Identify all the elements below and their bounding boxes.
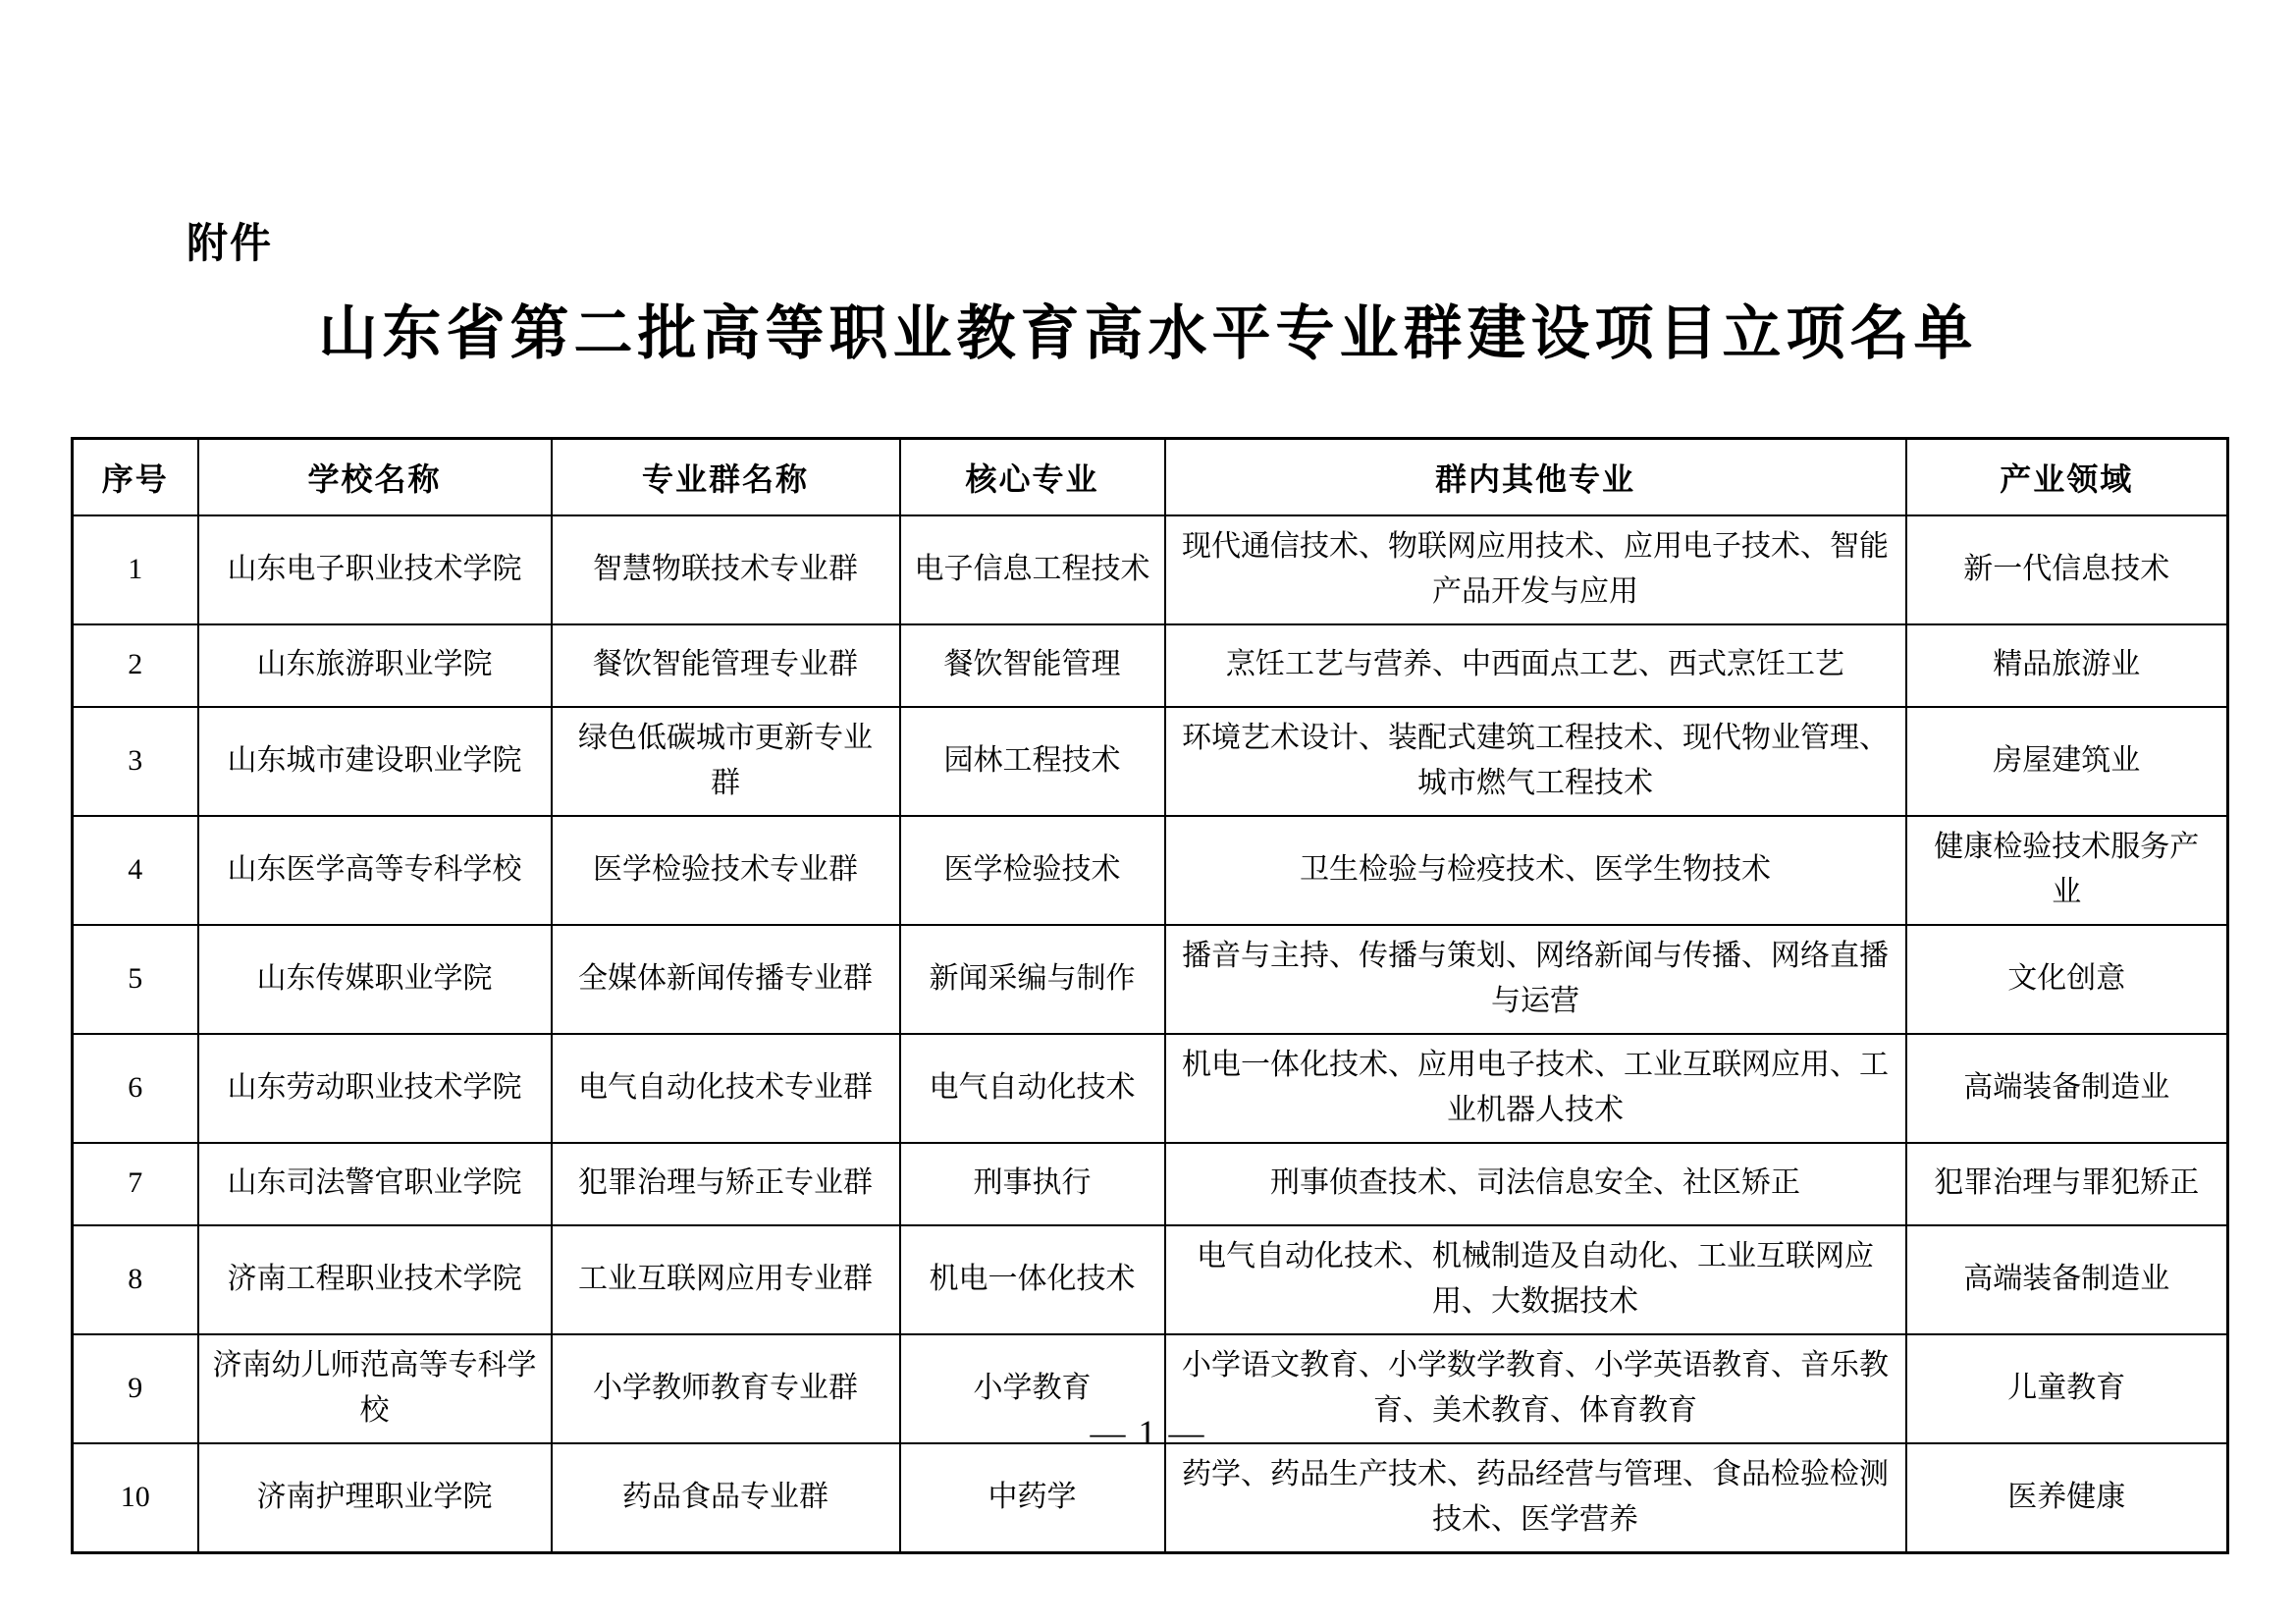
cell-group: 餐饮智能管理专业群	[552, 624, 900, 707]
cell-industry: 犯罪治理与罪犯矫正	[1906, 1143, 2228, 1225]
column-header-school: 学校名称	[198, 439, 552, 515]
table-row	[73, 1143, 2228, 1225]
column-header-no: 序号	[73, 439, 198, 515]
table-row	[73, 816, 2228, 925]
cell-core: 电子信息工程技术	[900, 515, 1165, 624]
cell-no: 9	[73, 1334, 198, 1443]
page-title: 山东省第二批高等职业教育高水平专业群建设项目立项名单	[318, 299, 1978, 368]
cell-no: 7	[73, 1143, 198, 1225]
cell-group: 小学教师教育专业群	[552, 1334, 900, 1443]
cell-others: 药学、药品生产技术、药品经营与管理、食品检验检测技术、医学营养	[1165, 1443, 1906, 1553]
table-row	[73, 1443, 2228, 1553]
cell-group: 智慧物联技术专业群	[552, 515, 900, 624]
cell-group: 犯罪治理与矫正专业群	[552, 1143, 900, 1225]
column-header-others: 群内其他专业	[1165, 439, 1906, 515]
cell-school: 济南护理职业学院	[198, 1443, 552, 1553]
cell-school: 山东司法警官职业学院	[198, 1143, 552, 1225]
cell-school: 山东劳动职业技术学院	[198, 1034, 552, 1143]
cell-group: 医学检验技术专业群	[552, 816, 900, 925]
table-body	[73, 515, 2228, 1553]
cell-core: 电气自动化技术	[900, 1034, 1165, 1143]
column-header-core: 核心专业	[900, 439, 1165, 515]
cell-school: 山东电子职业技术学院	[198, 515, 552, 624]
cell-industry: 精品旅游业	[1906, 624, 2228, 707]
table-row	[73, 1034, 2228, 1143]
column-header-group: 专业群名称	[552, 439, 900, 515]
cell-core: 小学教育	[900, 1334, 1165, 1443]
page-number: — 1 —	[1090, 1413, 1206, 1452]
cell-others: 播音与主持、传播与策划、网络新闻与传播、网络直播与运营	[1165, 925, 1906, 1034]
cell-no: 10	[73, 1443, 198, 1553]
cell-group: 绿色低碳城市更新专业群	[552, 707, 900, 816]
cell-no: 3	[73, 707, 198, 816]
cell-group: 全媒体新闻传播专业群	[552, 925, 900, 1034]
cell-core: 园林工程技术	[900, 707, 1165, 816]
cell-core: 刑事执行	[900, 1143, 1165, 1225]
cell-others: 小学语文教育、小学数学教育、小学英语教育、音乐教育、美术教育、体育教育	[1165, 1334, 1906, 1443]
cell-school: 山东医学高等专科学校	[198, 816, 552, 925]
header-row	[73, 439, 2228, 515]
table-row	[73, 1225, 2228, 1334]
cell-industry: 儿童教育	[1906, 1334, 2228, 1443]
cell-industry: 高端装备制造业	[1906, 1034, 2228, 1143]
cell-no: 6	[73, 1034, 198, 1143]
cell-school: 济南工程职业技术学院	[198, 1225, 552, 1334]
cell-others: 现代通信技术、物联网应用技术、应用电子技术、智能产品开发与应用	[1165, 515, 1906, 624]
table-row	[73, 624, 2228, 707]
table-row	[73, 515, 2228, 624]
cell-industry: 高端装备制造业	[1906, 1225, 2228, 1334]
cell-school: 山东旅游职业学院	[198, 624, 552, 707]
cell-core: 餐饮智能管理	[900, 624, 1165, 707]
cell-industry: 健康检验技术服务产业	[1906, 816, 2228, 925]
cell-group: 电气自动化技术专业群	[552, 1034, 900, 1143]
cell-others: 卫生检验与检疫技术、医学生物技术	[1165, 816, 1906, 925]
cell-others: 电气自动化技术、机械制造及自动化、工业互联网应用、大数据技术	[1165, 1225, 1906, 1334]
cell-core: 机电一体化技术	[900, 1225, 1165, 1334]
table-row	[73, 707, 2228, 816]
cell-others: 烹饪工艺与营养、中西面点工艺、西式烹饪工艺	[1165, 624, 1906, 707]
cell-industry: 文化创意	[1906, 925, 2228, 1034]
cell-industry: 房屋建筑业	[1906, 707, 2228, 816]
cell-core: 新闻采编与制作	[900, 925, 1165, 1034]
cell-others: 环境艺术设计、装配式建筑工程技术、现代物业管理、城市燃气工程技术	[1165, 707, 1906, 816]
cell-no: 2	[73, 624, 198, 707]
table-row	[73, 925, 2228, 1034]
attachment-label: 附件	[187, 219, 274, 267]
cell-others: 刑事侦查技术、司法信息安全、社区矫正	[1165, 1143, 1906, 1225]
cell-group: 药品食品专业群	[552, 1443, 900, 1553]
cell-no: 8	[73, 1225, 198, 1334]
cell-group: 工业互联网应用专业群	[552, 1225, 900, 1334]
cell-no: 4	[73, 816, 198, 925]
table-header	[73, 439, 2228, 515]
cell-core: 中药学	[900, 1443, 1165, 1553]
cell-others: 机电一体化技术、应用电子技术、工业互联网应用、工业机器人技术	[1165, 1034, 1906, 1143]
cell-no: 5	[73, 925, 198, 1034]
cell-school: 济南幼儿师范高等专科学校	[198, 1334, 552, 1443]
cell-no: 1	[73, 515, 198, 624]
column-header-industry: 产业领域	[1906, 439, 2228, 515]
cell-industry: 医养健康	[1906, 1443, 2228, 1553]
cell-school: 山东传媒职业学院	[198, 925, 552, 1034]
cell-industry: 新一代信息技术	[1906, 515, 2228, 624]
cell-school: 山东城市建设职业学院	[198, 707, 552, 816]
cell-core: 医学检验技术	[900, 816, 1165, 925]
project-list-table	[71, 437, 2229, 1554]
